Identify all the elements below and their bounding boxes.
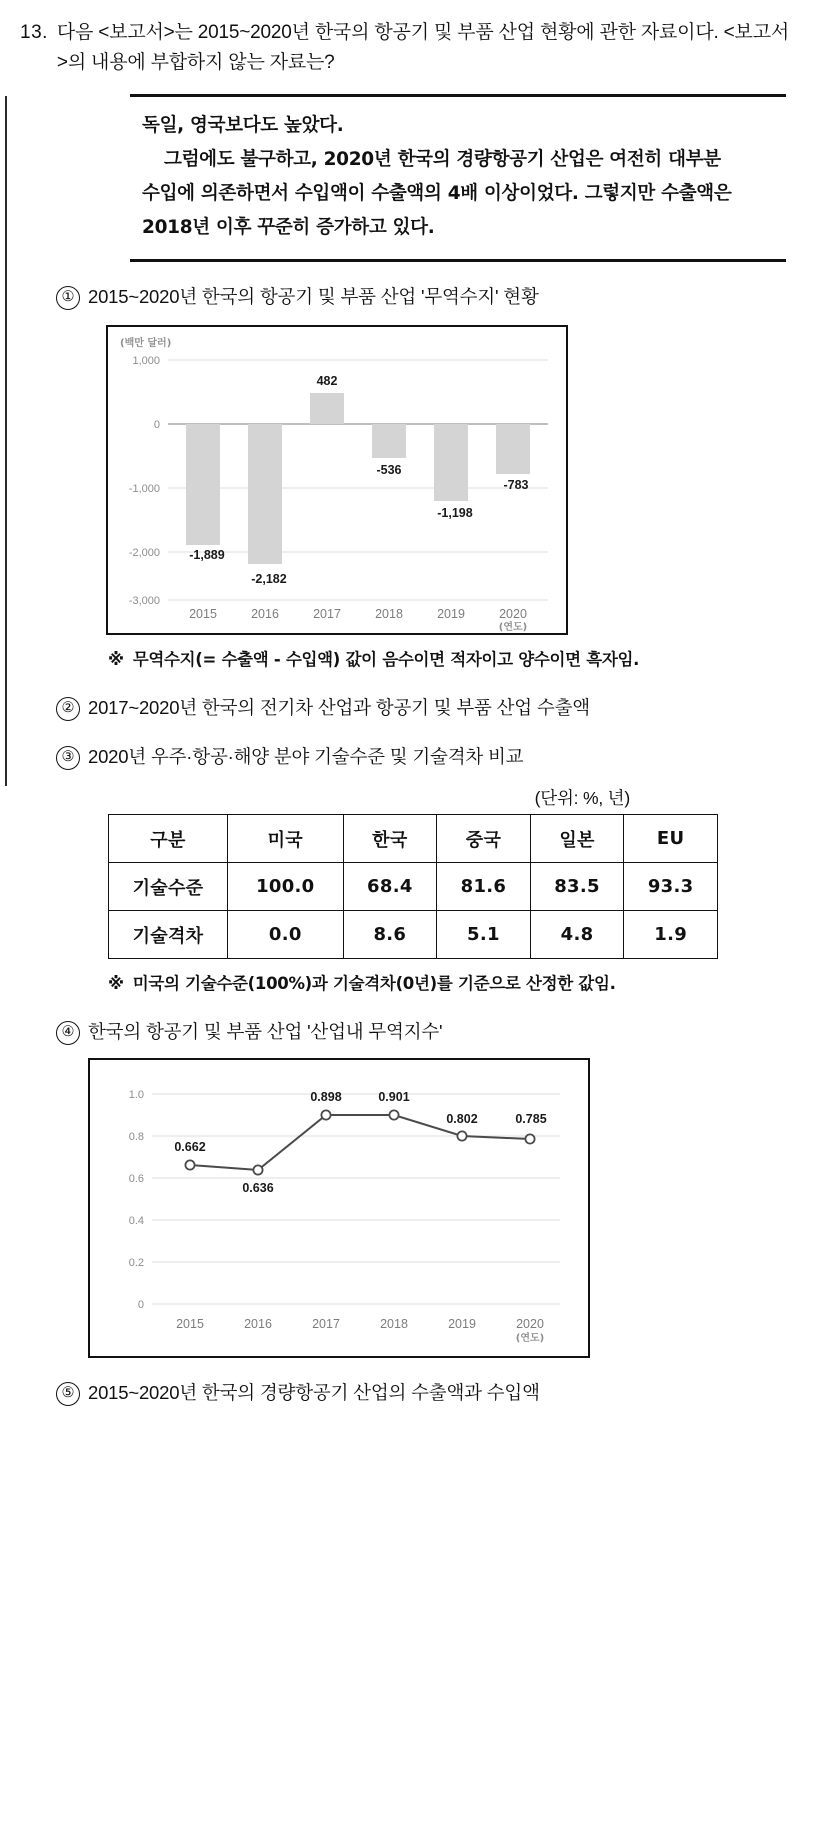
option-2-label: 2017~2020년 한국의 전기차 산업과 항공기 및 부품 산업 수출액: [88, 697, 590, 718]
line-ytick-2: 0.6: [128, 1173, 144, 1185]
table-header-5: EU: [624, 815, 718, 863]
question-text: [57, 18, 796, 78]
option-1-label: 2015~2020년 한국의 항공기 및 부품 산업 '무역수지' 현황: [88, 286, 539, 307]
line-value-2018: 0.901: [378, 1090, 410, 1104]
bar-chart-frame: [106, 325, 568, 635]
bar-ytick-4: -3,000: [128, 595, 160, 607]
question-body: 다음 <보고서>는 2015~2020년 한국의 항공기 및 부품 산업 현황에 관한 자료이다. <보고서>의 내용에 부합하지 않는 자료는?: [56, 22, 790, 73]
line-ytick-3: 0.4: [128, 1215, 144, 1227]
bar-2019: [434, 424, 468, 501]
table-row-0-cell-3: 83.5: [530, 863, 624, 911]
line-xtick-2018: 2018: [380, 1317, 408, 1331]
line-xtick-2019: 2019: [448, 1317, 476, 1331]
option-4[interactable]: [56, 1017, 796, 1046]
table-row-1-cell-3: 4.8: [530, 911, 624, 959]
table-footnote-text: 미국의 기술수준(100%)과 기술격차(0년)를 기준으로 산정한 값임.: [132, 974, 616, 993]
page-margin-rule: [5, 96, 7, 786]
table-row-1-cell-4: 1.9: [624, 911, 718, 959]
line-xtick-2017: 2017: [312, 1317, 340, 1331]
bar-chart-figure: [0, 325, 826, 635]
bar-xtick-2018: 2018: [375, 607, 403, 621]
report-line-2: 그럼에도 불구하고, 2020년 한국의 경량항공기 산업은 여전히 대부분 수입에 의존하면서 수입액이 수출액의 4배 이상이었다. 그렇지만 수출액은 2018년 이후 꾸준히 증가하고 있다.: [142, 149, 732, 238]
table-header-1: 미국: [228, 815, 344, 863]
bar-footnote-text: 무역수지(= 수출액 - 수입액) 값이 음수이면 적자이고 양수이면 흑자임.: [132, 650, 640, 669]
table-header-4: 일본: [530, 815, 624, 863]
table-footnote: [108, 970, 786, 997]
line-ytick-0: 1.0: [128, 1089, 144, 1101]
bar-ytick-0: 1,000: [132, 355, 160, 367]
data-point-2018: [389, 1110, 398, 1119]
report-line-1: 독일, 영국보다도 높았다.: [142, 115, 344, 136]
line-x-unit-label: (연도): [515, 1333, 545, 1344]
bar-2015: [186, 424, 220, 545]
line-chart-frame: [88, 1058, 590, 1358]
table-header-row: [109, 815, 718, 863]
table-row-0-cell-4: 93.3: [624, 863, 718, 911]
line-ytick-1: 0.8: [128, 1131, 144, 1143]
line-value-2019: 0.802: [446, 1112, 478, 1126]
line-ytick-4: 0.2: [128, 1257, 144, 1269]
option-5[interactable]: [56, 1378, 796, 1407]
bar-2020: [496, 424, 530, 474]
bar-value-2020: -783: [503, 478, 529, 492]
option-5-label: 2015~2020년 한국의 경량항공기 산업의 수출액과 수입액: [88, 1382, 540, 1403]
footnote-mark-icon: ※: [108, 650, 124, 669]
bar-xtick-2015: 2015: [189, 607, 217, 621]
intra-industry-trade-index-line-chart: [90, 1060, 588, 1356]
bar-x-unit-label: (연도): [498, 622, 528, 633]
bar-xtick-2016: 2016: [251, 607, 279, 621]
option-2[interactable]: [56, 693, 796, 722]
line-ytick-5: 0: [137, 1299, 144, 1311]
bar-2016: [248, 424, 282, 564]
line-value-2015: 0.662: [174, 1140, 206, 1154]
line-xtick-2016: 2016: [244, 1317, 272, 1331]
line-value-2020: 0.785: [515, 1112, 547, 1126]
line-value-2016: 0.636: [242, 1181, 274, 1195]
bar-value-2015: -1,889: [189, 548, 225, 562]
option-5-marker: ⑤: [56, 1382, 80, 1406]
bar-xtick-2020: 2020: [499, 607, 527, 621]
tech-level-table: [108, 814, 718, 959]
table-row: [109, 911, 718, 959]
bar-xtick-2017: 2017: [313, 607, 341, 621]
table-row-1-cell-1: 8.6: [343, 911, 437, 959]
table-row-1-cell-0: 0.0: [228, 911, 344, 959]
question-stem: [0, 10, 826, 78]
option-1-marker: ①: [56, 286, 80, 310]
option-1[interactable]: [56, 282, 796, 311]
table-unit-caption: (단위: %, 년): [534, 788, 630, 808]
data-point-2019: [457, 1131, 466, 1140]
data-point-2016: [253, 1165, 262, 1174]
data-point-2015: [185, 1160, 194, 1169]
table-header-0: 구분: [109, 815, 228, 863]
question-number: 13.: [20, 22, 48, 43]
bar-chart-footnote: [108, 646, 786, 673]
data-point-2017: [321, 1110, 330, 1119]
bar-2017: [310, 393, 344, 424]
line-value-2017: 0.898: [310, 1090, 342, 1104]
table-header-3: 중국: [437, 815, 531, 863]
table-row-1-cell-2: 5.1: [437, 911, 531, 959]
table-row-0-cell-2: 81.6: [437, 863, 531, 911]
line-chart-figure: [0, 1058, 826, 1358]
report-box: [130, 94, 786, 262]
bar-ytick-2: -1,000: [128, 483, 160, 495]
trade-balance-bar-chart: [108, 327, 566, 633]
table-row: [109, 863, 718, 911]
table-row-0-cell-1: 68.4: [343, 863, 437, 911]
bar-value-2019: -1,198: [437, 506, 473, 520]
bar-2018: [372, 424, 406, 458]
option-3[interactable]: [56, 742, 796, 771]
table-row-0-cell-0: 100.0: [228, 863, 344, 911]
option-3-label: 2020년 우주·항공·해양 분야 기술수준 및 기술격차 비교: [88, 746, 524, 767]
bar-value-2016: -2,182: [251, 572, 287, 586]
table-row-1-label: 기술격차: [109, 911, 228, 959]
table-header-2: 한국: [343, 815, 437, 863]
bar-ytick-1: 0: [153, 419, 160, 431]
line-series-path: [190, 1115, 530, 1170]
bar-y-unit-label: (백만 달러): [120, 338, 172, 349]
bar-ytick-3: -2,000: [128, 547, 160, 559]
bar-value-2017: 482: [316, 374, 338, 388]
table-row-0-label: 기술수준: [109, 863, 228, 911]
data-point-2020: [525, 1134, 534, 1143]
footnote-mark-icon: ※: [108, 974, 124, 993]
line-xtick-2015: 2015: [176, 1317, 204, 1331]
bar-value-2018: -536: [376, 463, 402, 477]
option-4-marker: ④: [56, 1021, 80, 1045]
option-4-label: 한국의 항공기 및 부품 산업 '산업내 무역지수': [88, 1021, 443, 1042]
line-xtick-2020: 2020: [516, 1317, 544, 1331]
option-2-marker: ②: [56, 697, 80, 721]
bar-xtick-2019: 2019: [437, 607, 465, 621]
option-3-marker: ③: [56, 746, 80, 770]
